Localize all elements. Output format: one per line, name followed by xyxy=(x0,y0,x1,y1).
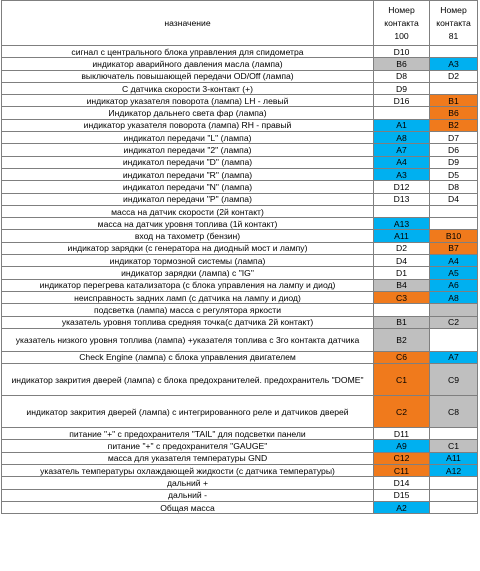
row-description: указатель температуры охлаждающей жидкости (с датчика температуры) xyxy=(2,465,374,477)
contact-81-cell: A12 xyxy=(430,465,478,477)
contact-100-cell: A2 xyxy=(374,501,430,513)
contact-100-cell: A3 xyxy=(374,168,430,180)
row-description: индикатол передачи "N" (лампа) xyxy=(2,181,374,193)
contact-81-cell: A4 xyxy=(430,255,478,267)
table-row xyxy=(2,351,478,363)
table-row xyxy=(2,440,478,452)
contact-81-cell: B1 xyxy=(430,95,478,107)
contact-81-cell: A7 xyxy=(430,351,478,363)
contact-81-cell: A5 xyxy=(430,267,478,279)
table-row xyxy=(2,230,478,242)
header-100-line1: Номер xyxy=(388,4,415,15)
row-description: индикатор закрития дверей (лампа) с блока предохранителей. предохранитель "DOME" xyxy=(2,364,374,396)
row-description: индикатол передачи "L" (лампа) xyxy=(2,132,374,144)
row-description: индикатор зарядки (с генератора на диодный мост и лампу) xyxy=(2,242,374,254)
table-row xyxy=(2,181,478,193)
contact-100-cell: B6 xyxy=(374,58,430,70)
contact-81-cell: D5 xyxy=(430,168,478,180)
table-row xyxy=(2,501,478,513)
contact-100-cell: C11 xyxy=(374,465,430,477)
contact-100-cell: A4 xyxy=(374,156,430,168)
contact-81-cell: A6 xyxy=(430,279,478,291)
contact-100-cell: A13 xyxy=(374,218,430,230)
contact-100-cell: D2 xyxy=(374,242,430,254)
table-row xyxy=(2,279,478,291)
contact-100-cell: D10 xyxy=(374,46,430,58)
contact-81-cell: D8 xyxy=(430,181,478,193)
table-row xyxy=(2,465,478,477)
table-row xyxy=(2,107,478,119)
contact-81-cell: D4 xyxy=(430,193,478,205)
table-row xyxy=(2,144,478,156)
contact-81-cell: D6 xyxy=(430,144,478,156)
contact-81-cell: C1 xyxy=(430,440,478,452)
table-row xyxy=(2,132,478,144)
table-row xyxy=(2,119,478,131)
table-row xyxy=(2,242,478,254)
header-contact-81 xyxy=(430,1,478,46)
table-row xyxy=(2,193,478,205)
contact-81-cell: D7 xyxy=(430,132,478,144)
contact-81-cell xyxy=(430,304,478,316)
row-description: индикатор зарядки (лампа) с "IG" xyxy=(2,267,374,279)
row-description: индикатол передачи "R" (лампа) xyxy=(2,168,374,180)
contact-100-cell: D14 xyxy=(374,477,430,489)
table-row xyxy=(2,168,478,180)
row-description: указатель низкого уровня топлива (лампа) +указателя топлива с 3го контакта датчика xyxy=(2,328,374,351)
row-description: масса на датчик уровня топлива (1й контакт) xyxy=(2,218,374,230)
row-description: индикатор перегрева катализатора (с блока управления на лампу и диод) xyxy=(2,279,374,291)
contact-100-cell: D8 xyxy=(374,70,430,82)
header-row xyxy=(2,1,478,46)
row-description: дальний + xyxy=(2,477,374,489)
row-description: Индикатор дальнего света фар (лампа) xyxy=(2,107,374,119)
contact-100-cell: A11 xyxy=(374,230,430,242)
contact-81-cell xyxy=(430,46,478,58)
header-description: назначение xyxy=(2,1,374,46)
row-description: питание "+" с предохранителя "TAIL" для подсветки панели xyxy=(2,428,374,440)
table-row xyxy=(2,58,478,70)
contact-100-cell: C1 xyxy=(374,364,430,396)
contact-100-cell: C2 xyxy=(374,396,430,428)
table-row xyxy=(2,255,478,267)
contact-81-cell: B7 xyxy=(430,242,478,254)
contact-100-cell: A7 xyxy=(374,144,430,156)
contact-81-cell: C8 xyxy=(430,396,478,428)
contact-100-cell: D1 xyxy=(374,267,430,279)
row-description: индикатол передачи "P" (лампа) xyxy=(2,193,374,205)
contact-100-cell: C3 xyxy=(374,291,430,303)
contact-81-cell: B6 xyxy=(430,107,478,119)
row-description: неисправность задних ламп (с датчика на лампу и диод) xyxy=(2,291,374,303)
table-row xyxy=(2,46,478,58)
contact-81-cell: C9 xyxy=(430,364,478,396)
table-row xyxy=(2,396,478,428)
contact-81-cell xyxy=(430,328,478,351)
contact-100-cell: B1 xyxy=(374,316,430,328)
row-description: Check Engine (лампа) с блока управления двигателем xyxy=(2,351,374,363)
contact-100-cell: A1 xyxy=(374,119,430,131)
row-description: индикатор указателя поворота (лампа) RH - правый xyxy=(2,119,374,131)
row-description: Общая масса xyxy=(2,501,374,513)
row-description: индикатол передачи "D" (лампа) xyxy=(2,156,374,168)
contact-81-cell xyxy=(430,205,478,217)
table-row xyxy=(2,489,478,501)
header-contact-100 xyxy=(374,1,430,46)
table-row xyxy=(2,428,478,440)
contact-81-cell: C2 xyxy=(430,316,478,328)
row-description: индикатор аварийного давления масла (лампа) xyxy=(2,58,374,70)
table-row xyxy=(2,95,478,107)
contact-100-cell: B4 xyxy=(374,279,430,291)
table-row xyxy=(2,82,478,94)
contact-100-cell: D4 xyxy=(374,255,430,267)
contact-100-cell: C6 xyxy=(374,351,430,363)
table-row xyxy=(2,304,478,316)
row-description: выключатель повышающей передачи OD/Off (лампа) xyxy=(2,70,374,82)
contact-81-cell xyxy=(430,82,478,94)
row-description: подсветка (лампа) масса с регулятора яркости xyxy=(2,304,374,316)
table-row xyxy=(2,70,478,82)
row-description: масса на датчик скорости (2й контакт) xyxy=(2,205,374,217)
table-row xyxy=(2,316,478,328)
table-row xyxy=(2,328,478,351)
contact-100-cell: D11 xyxy=(374,428,430,440)
contact-81-cell: D2 xyxy=(430,70,478,82)
header-100-line2: контакта xyxy=(384,17,419,28)
contact-100-cell xyxy=(374,205,430,217)
table-body xyxy=(2,46,478,514)
table-row xyxy=(2,218,478,230)
contact-81-cell xyxy=(430,477,478,489)
table-row xyxy=(2,291,478,303)
contact-81-cell: B2 xyxy=(430,119,478,131)
contact-100-cell: A8 xyxy=(374,132,430,144)
contact-100-cell: B2 xyxy=(374,328,430,351)
contact-100-cell: C12 xyxy=(374,452,430,464)
row-description: индикатор тормозной системы (лампа) xyxy=(2,255,374,267)
row-description: вход на тахометр (бензин) xyxy=(2,230,374,242)
contact-81-cell: A3 xyxy=(430,58,478,70)
row-description: индикатор закрития дверей (лампа) с интегрированного реле и датчиков дверей xyxy=(2,396,374,428)
contact-100-cell: A9 xyxy=(374,440,430,452)
row-description: масса для указателя температуры GND xyxy=(2,452,374,464)
row-description: указатель уровня топлива средняя точка(с датчика 2й контакт) xyxy=(2,316,374,328)
header-81-line2: контакта xyxy=(436,17,471,28)
table-row xyxy=(2,267,478,279)
row-description: дальний - xyxy=(2,489,374,501)
contact-81-cell xyxy=(430,489,478,501)
contact-81-cell: B10 xyxy=(430,230,478,242)
contact-100-cell xyxy=(374,304,430,316)
contact-81-cell: D9 xyxy=(430,156,478,168)
contact-100-cell: D13 xyxy=(374,193,430,205)
contact-81-cell xyxy=(430,218,478,230)
row-description: индикатол передачи "2" (лампа) xyxy=(2,144,374,156)
header-81-line1: Номер xyxy=(440,4,467,15)
contact-100-cell: D12 xyxy=(374,181,430,193)
contact-81-cell: A11 xyxy=(430,452,478,464)
table-row xyxy=(2,156,478,168)
contact-81-cell xyxy=(430,501,478,513)
row-description: индикатор указателя поворота (лампа) LH - левый xyxy=(2,95,374,107)
contact-81-cell xyxy=(430,428,478,440)
row-description: питание "+" с предохранителя "GAUGE" xyxy=(2,440,374,452)
table-row xyxy=(2,452,478,464)
header-100-line3: 100 xyxy=(394,30,409,41)
table-row xyxy=(2,205,478,217)
pinout-table xyxy=(1,0,478,514)
contact-100-cell: D15 xyxy=(374,489,430,501)
row-description: С датчика скорости 3-контакт (+) xyxy=(2,82,374,94)
header-81-line3: 81 xyxy=(448,30,459,41)
contact-100-cell: D9 xyxy=(374,82,430,94)
contact-100-cell xyxy=(374,107,430,119)
contact-81-cell: A8 xyxy=(430,291,478,303)
contact-100-cell: D16 xyxy=(374,95,430,107)
row-description: сигнал с центрального блока управления для спидометра xyxy=(2,46,374,58)
table-row xyxy=(2,364,478,396)
table-row xyxy=(2,477,478,489)
